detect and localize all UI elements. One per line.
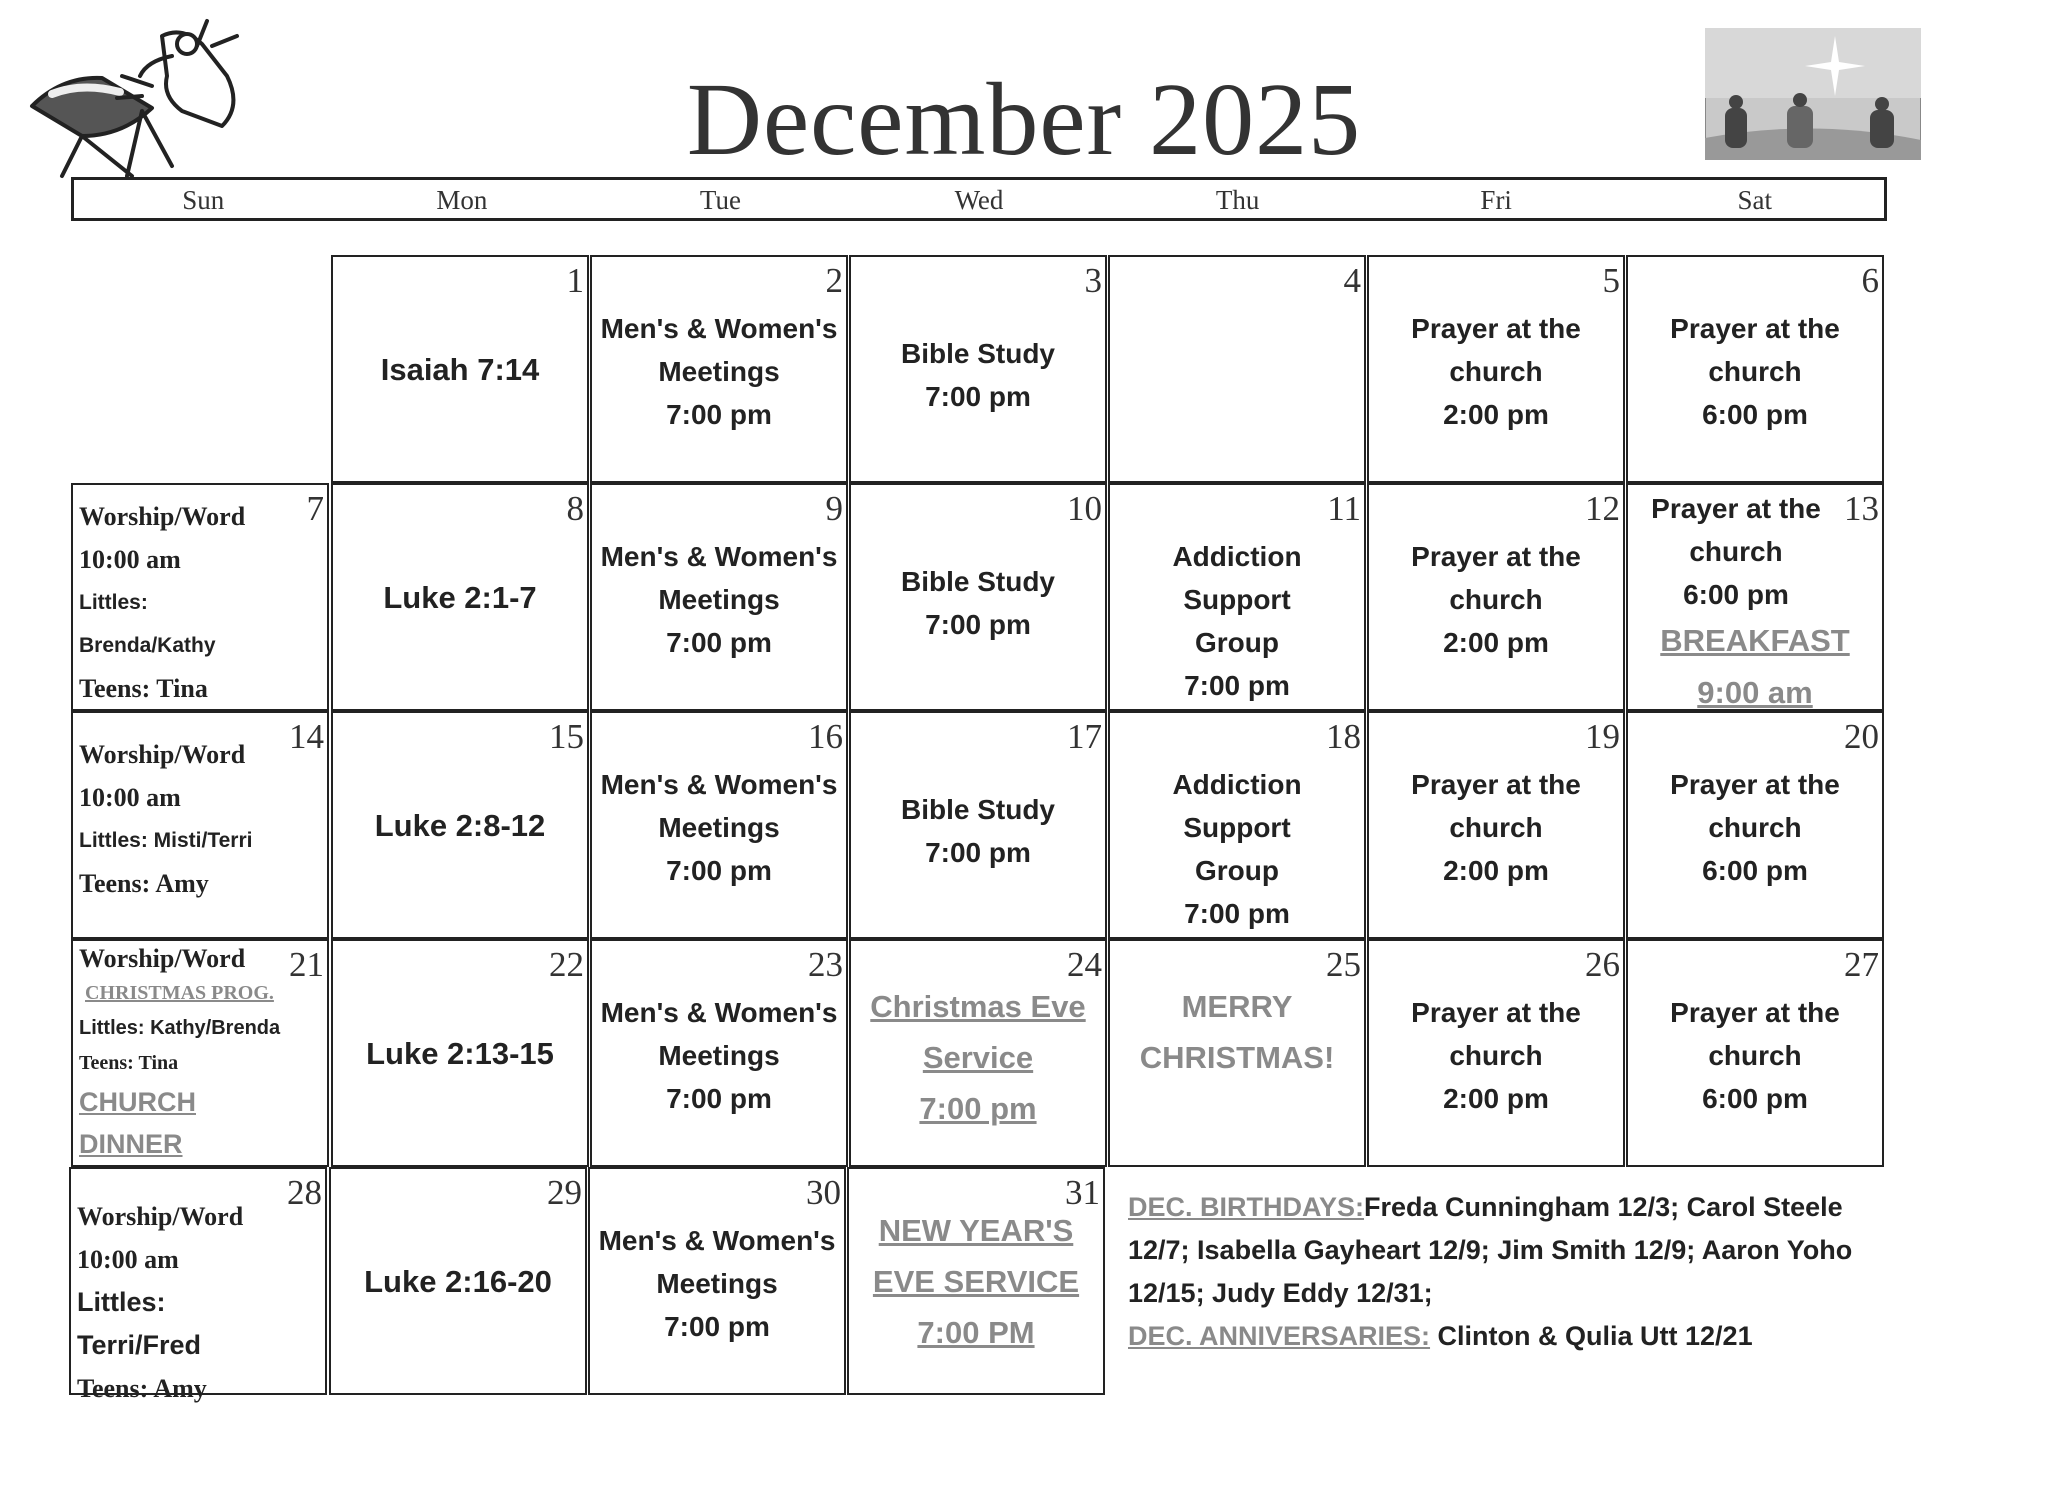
event-line: 7:00 pm [666,1083,772,1114]
event-line: 6:00 pm [1702,399,1808,430]
scripture-text: Luke 2:13-15 [366,1035,554,1071]
event-line: Prayer at the [1670,997,1840,1028]
day-number: 31 [1065,1173,1100,1212]
day-number: 6 [1861,261,1879,300]
day-cell-11 [1108,483,1366,711]
church-dinner: CHURCH DINNER [79,1087,196,1159]
event-line: Littles: Brenda/Kathy [79,591,216,657]
day-number: 15 [549,717,584,756]
event-line: Worship/Word [79,502,246,531]
event-line: 7:00 pm [1184,898,1290,929]
event-line: 7:00 pm [925,837,1031,868]
weekday-label: Fri [1480,185,1512,215]
day-cell-7 [71,483,329,711]
day-number: 16 [808,717,843,756]
day-number: 2 [825,261,843,300]
event-line: Men's & Women's [600,313,838,344]
breakfast-event: BREAKFAST [1660,623,1850,658]
event-line: Worship/Word [79,740,246,769]
weekday-label: Mon [436,185,488,215]
day-cell-6 [1626,255,1884,483]
event-line: church [1449,1040,1543,1071]
day-cell-16 [590,711,848,939]
event-line: Littles: Misti/Terri [79,829,253,852]
event-line: 7:00 PM [917,1315,1035,1350]
event-line: 7:00 pm [666,627,772,658]
event-line: EVE SERVICE [872,1264,1080,1299]
day-cell-27 [1626,939,1884,1167]
day-number: 1 [566,261,584,300]
day-number: 20 [1844,717,1879,756]
scripture-text: Luke 2:16-20 [364,1263,552,1299]
event-line: Addiction Support [1172,541,1302,615]
event-line: church [1708,356,1802,387]
birthdays-anniversaries-notes [1128,1186,1868,1358]
day-number: 12 [1585,489,1620,528]
event-line: church [1708,1040,1802,1071]
day-number: 13 [1844,489,1879,528]
day-cell-19 [1367,711,1625,939]
day-cell-14 [71,711,329,939]
day-cell-30 [588,1167,846,1395]
event-line: 7:00 pm [925,609,1031,640]
event-line: Bible Study [900,794,1055,825]
christmas-program: CHRISTMAS PROG. [85,982,274,1004]
event-line: 7:00 pm [664,1311,770,1342]
day-cell-4 [1108,255,1366,483]
event-line: Men's & Women's [598,1225,836,1256]
event-line: Littles: Terri/Fred [77,1287,202,1360]
day-cell-17 [849,711,1107,939]
event-line: Bible Study [900,338,1055,369]
day-cell-9 [590,483,848,711]
event-line: Prayer at the [1651,493,1821,524]
event-line: Men's & Women's [600,997,838,1028]
day-cell-21 [71,939,329,1167]
event-line: 2:00 pm [1443,399,1549,430]
event-line: 10:00 am [79,783,181,812]
day-number: 10 [1067,489,1102,528]
weekday-label: Sun [182,185,225,215]
event-line: Teens: Tina [79,1052,179,1074]
day-number: 8 [566,489,584,528]
day-cell-13 [1626,483,1884,711]
event-line: Service [922,1040,1034,1075]
event-line: church [1689,536,1783,567]
event-line: Christmas Eve [870,989,1086,1024]
day-cell-25 [1108,939,1366,1167]
event-line: Men's & Women's [600,769,838,800]
anniversaries-text: Clinton & Qulia Utt 12/21 [1430,1321,1753,1351]
event-line: 7:00 pm [666,855,772,886]
day-number: 26 [1585,945,1620,984]
event-line: Prayer at the [1411,769,1581,800]
day-cell-12 [1367,483,1625,711]
event-line: NEW YEAR'S [878,1213,1074,1248]
weekday-label: Sat [1737,185,1773,215]
day-number: 30 [806,1173,841,1212]
day-number: 17 [1067,717,1102,756]
event-line: Prayer at the [1670,769,1840,800]
event-line: Meetings [658,356,780,387]
scripture-text: Isaiah 7:14 [380,351,540,387]
day-cell-22 [331,939,589,1167]
day-cell-29 [329,1167,587,1395]
day-number: 18 [1326,717,1361,756]
day-number: 22 [549,945,584,984]
event-line: 6:00 pm [1702,855,1808,886]
day-number: 9 [825,489,843,528]
event-line: Group [1195,627,1279,658]
event-line: 7:00 pm [1184,670,1290,701]
day-cell-8 [331,483,589,711]
event-line: Teens: Amy [77,1374,207,1403]
event-line: 2:00 pm [1443,855,1549,886]
birthdays-text: Freda Cunningham 12/3; Carol Steele 12/7; Isabella Gayheart 12/9; Jim Smith 12/9; Aaron Yoho 12/15; Judy Eddy 12/31; [1128,1192,1853,1308]
weekday-header [71,177,1887,221]
event-line: church [1449,812,1543,843]
day-cell-2 [590,255,848,483]
day-number: 19 [1585,717,1620,756]
day-cell-23 [590,939,848,1167]
day-cell-31 [847,1167,1105,1395]
scripture-text: Luke 2:1-7 [383,579,537,615]
day-number: 29 [547,1173,582,1212]
day-cell-26 [1367,939,1625,1167]
anniversaries-label: DEC. ANNIVERSARIES: [1128,1321,1431,1351]
day-cell-20 [1626,711,1884,939]
day-number: 3 [1084,261,1102,300]
event-line: Prayer at the [1411,997,1581,1028]
event-line: church [1708,812,1802,843]
event-line: MERRY [1181,989,1293,1024]
event-line: Prayer at the [1670,313,1840,344]
event-line: church [1449,356,1543,387]
event-line: 7:00 pm [666,399,772,430]
event-line: Meetings [658,1040,780,1071]
day-cell-15 [331,711,589,939]
event-line: Group [1195,855,1279,886]
day-number: 4 [1343,261,1361,300]
birthdays-label: DEC. BIRTHDAYS: [1128,1192,1365,1222]
day-cell-3 [849,255,1107,483]
day-cell-5 [1367,255,1625,483]
day-number: 23 [808,945,843,984]
page-title: December 2025 [686,62,1362,177]
event-line: Teens: Amy [79,869,209,898]
day-cell-28 [69,1167,327,1403]
day-number: 28 [287,1173,322,1212]
event-line: Addiction Support [1172,769,1302,843]
day-number: 24 [1067,945,1102,984]
anniversaries-note [1128,1315,1868,1358]
event-line: Prayer at the [1411,541,1581,572]
day-number: 14 [289,717,324,756]
event-line: Meetings [656,1268,778,1299]
day-cell-24 [849,939,1107,1167]
event-line: 10:00 am [77,1245,179,1274]
event-line: 2:00 pm [1443,627,1549,658]
weekday-label: Wed [954,185,1004,215]
day-cell-10 [849,483,1107,711]
scripture-text: Luke 2:8-12 [374,807,546,843]
day-number: 11 [1327,489,1361,528]
event-line: Teens: Tina [79,674,208,703]
event-line: Meetings [658,812,780,843]
day-number: 27 [1844,945,1879,984]
breakfast-time: 9:00 am [1697,675,1813,710]
day-number: 7 [306,489,324,528]
event-line: church [1449,584,1543,615]
event-line: CHRISTMAS! [1139,1040,1335,1075]
day-number: 21 [289,945,324,984]
event-line: Men's & Women's [600,541,838,572]
weekday-label: Thu [1215,185,1260,215]
event-line: Bible Study [900,566,1055,597]
day-cell-1 [331,255,589,483]
event-line: 6:00 pm [1702,1083,1808,1114]
event-line: Littles: Kathy/Brenda [79,1017,281,1039]
event-line: 7:00 pm [919,1091,1037,1126]
event-line: 10:00 am [79,545,181,574]
event-line: Worship/Word [79,944,246,973]
day-cell-18 [1108,711,1366,939]
event-line: 7:00 pm [925,381,1031,412]
event-line: 6:00 pm [1683,579,1789,610]
birthdays-note [1128,1186,1868,1315]
event-line: Prayer at the [1411,313,1581,344]
day-number: 5 [1602,261,1620,300]
event-line: Worship/Word [77,1202,244,1231]
event-line: 2:00 pm [1443,1083,1549,1114]
day-number: 25 [1326,945,1361,984]
weekday-label: Tue [699,185,741,215]
event-line: Meetings [658,584,780,615]
